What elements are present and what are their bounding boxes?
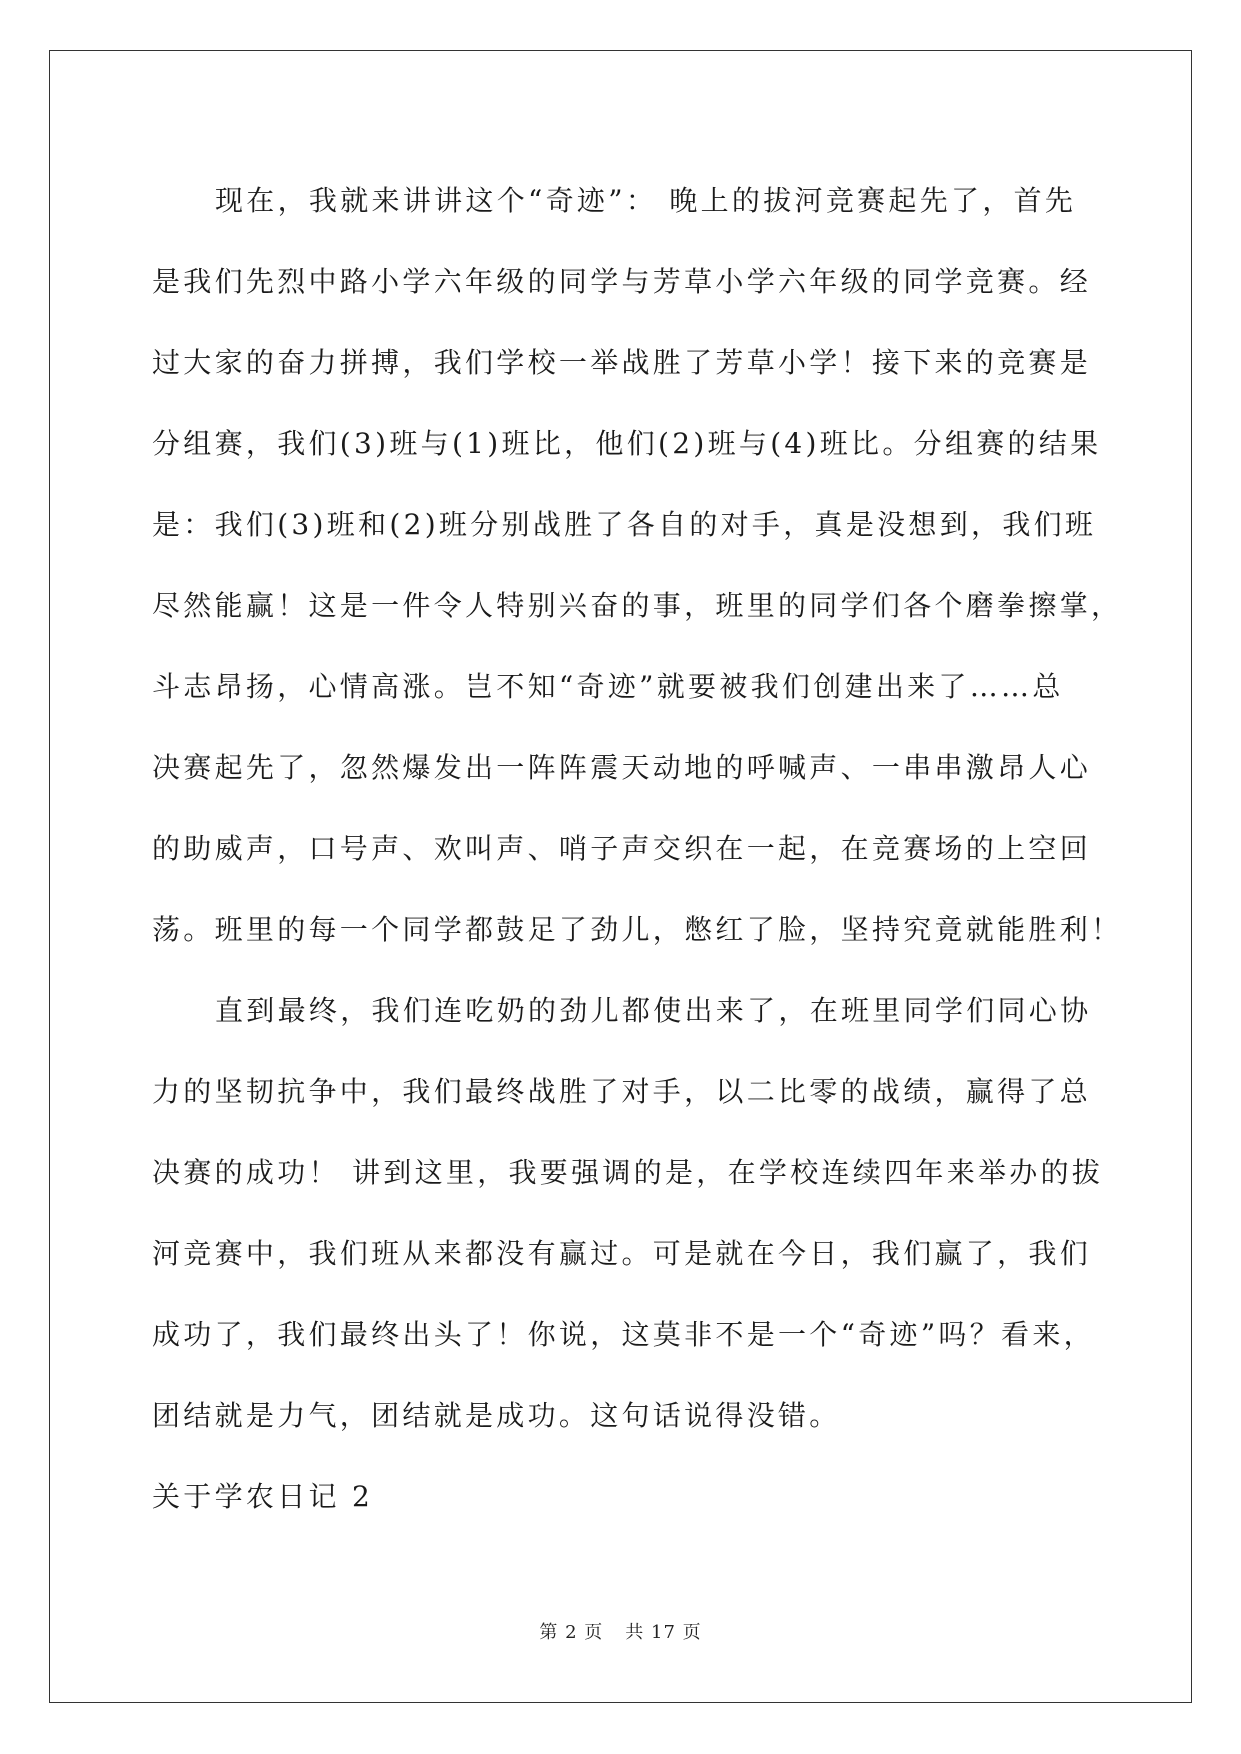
text-line: 斗志昂扬，心情高涨。岂不知“奇迹”就要被我们创建出来了……总 bbox=[152, 670, 1064, 703]
text-line: 的助威声，口号声、欢叫声、哨子声交织在一起，在竞赛场的上空回 bbox=[152, 832, 1092, 865]
section-heading: 关于学农日记 2 bbox=[152, 1480, 374, 1513]
text-line: 直到最终，我们连吃奶的劲儿都使出来了，在班里同学们同心协 bbox=[215, 994, 1092, 1027]
page-footer bbox=[0, 1618, 1241, 1644]
paragraph-1 bbox=[152, 160, 1123, 970]
text-line: 是我们先烈中路小学六年级的同学与芳草小学六年级的同学竞赛。经 bbox=[152, 265, 1092, 298]
text-line: 荡。班里的每一个同学都鼓足了劲儿，憋红了脸，坚持究竟就能胜利！ bbox=[152, 913, 1123, 946]
text-line: 河竞赛中，我们班从来都没有赢过。可是就在今日，我们赢了，我们 bbox=[152, 1237, 1092, 1270]
paragraph-2 bbox=[152, 970, 1104, 1456]
text-line: 过大家的奋力拼搏，我们学校一举战胜了芳草小学！接下来的竞赛是 bbox=[152, 346, 1092, 379]
text-line: 是：我们(3)班和(2)班分别战胜了各自的对手，真是没想到，我们班 bbox=[152, 508, 1097, 541]
text-line: 分组赛，我们(3)班与(1)班比，他们(2)班与(4)班比。分组赛的结果 bbox=[152, 427, 1102, 460]
page-number: 第 2 页 bbox=[539, 1622, 604, 1643]
text-line: 团结就是力气，团结就是成功。这句话说得没错。 bbox=[152, 1399, 841, 1432]
document-body bbox=[152, 160, 1123, 1537]
text-line: 决赛起先了，忽然爆发出一阵阵震天动地的呼喊声、一串串激昂人心 bbox=[152, 751, 1092, 784]
text-line: 力的坚韧抗争中，我们最终战胜了对手，以二比零的战绩，赢得了总 bbox=[152, 1075, 1092, 1108]
text-line: 成功了，我们最终出头了！你说，这莫非不是一个“奇迹”吗？看来， bbox=[152, 1318, 1095, 1351]
text-line: 决赛的成功！ 讲到这里，我要强调的是，在学校连续四年来举办的拔 bbox=[152, 1156, 1104, 1189]
total-pages: 共 17 页 bbox=[625, 1622, 702, 1643]
text-line: 现在，我就来讲讲这个“奇迹”： 晚上的拔河竞赛起先了，首先 bbox=[215, 184, 1077, 217]
text-line: 尽然能赢！这是一件令人特别兴奋的事，班里的同学们各个磨拳擦掌， bbox=[152, 589, 1123, 622]
